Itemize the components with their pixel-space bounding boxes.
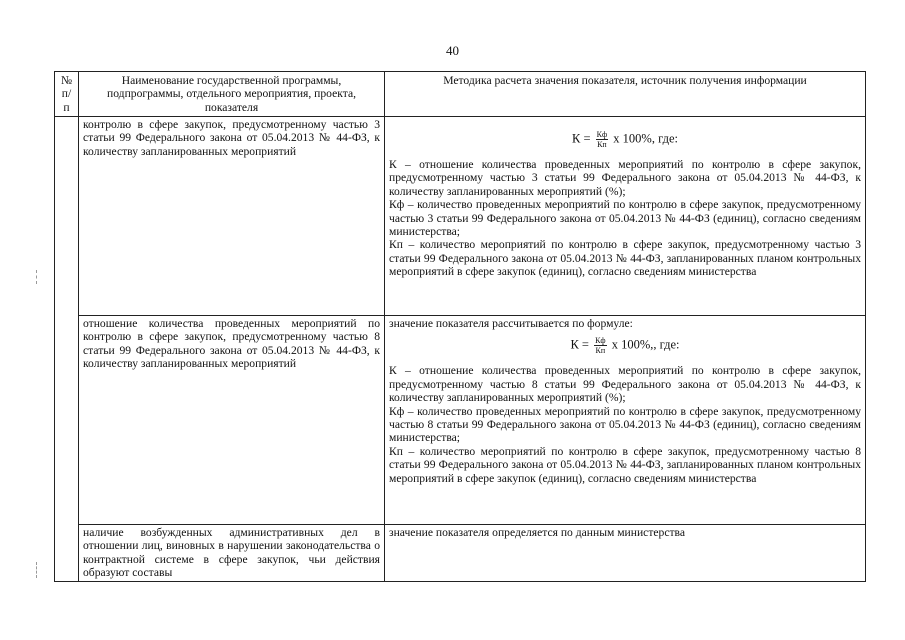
- method-cell: [385, 525, 866, 582]
- indicator-text: наличие возбужденных административных дел в отношении лиц, виновных в нарушении законодательства о контрактной системе в сфере закупок, чьи действия образуют составы: [83, 526, 380, 580]
- margin-mark-top: [36, 270, 39, 284]
- table-row: [55, 117, 866, 316]
- definition-k: К – отношение количества проведенных мероприятий по контролю в сфере закупок, предусмотренному частью 8 статьи 99 Федерального закона от 05.04.2013 № 44-ФЗ, к количеству запланированных мероприятий (%);: [389, 364, 861, 405]
- header-number: № п/п: [55, 72, 79, 117]
- indicator-cell: [79, 117, 385, 316]
- margin-mark-bottom: [36, 562, 39, 578]
- method-intro: значение показателя рассчитывается по формуле:: [389, 317, 633, 330]
- indicator-cell: [79, 316, 385, 525]
- definition-k: К – отношение количества проведенных мероприятий по контролю в сфере закупок, предусмотренному частью 3 статьи 99 Федерального закона от 05.04.2013 № 44-ФЗ, к количеству запланированных мероприятий (%);: [389, 158, 861, 198]
- formula-numerator: Кф: [596, 130, 608, 139]
- indicator-cell: [79, 525, 385, 582]
- header-method: Методика расчета значения показателя, источник получения информации: [385, 72, 866, 117]
- methodology-table: [54, 71, 866, 582]
- formula-denominator: Кп: [595, 346, 606, 356]
- formula: К = $\frac{Кф}{Кп}$ х 100%,, где:: [570, 336, 680, 356]
- formula: К = $\frac{Кф}{Кп}$ х 100%, где:: [572, 130, 678, 149]
- definition-kp: Кп – количество мероприятий по контролю в сфере закупок, предусмотренному частью 8 статьи 99 Федерального закона от 05.04.2013 № 44-ФЗ, запланированных планом контрольных мероприятий в сфере закупок (единиц), согласно сведениям министерства: [389, 444, 861, 485]
- formula-numerator: Кф: [595, 336, 606, 346]
- method-cell: [385, 316, 866, 525]
- table-header-row: [55, 72, 866, 117]
- indicator-text: контролю в сфере закупок, предусмотренному частью 3 статьи 99 Федерального закона от 05.04.2013 № 44-ФЗ, к количеству запланированных мероприятий: [83, 118, 380, 158]
- method-cell: [385, 117, 866, 316]
- table-row: [55, 316, 866, 525]
- method-intro: значение показателя определяется по данным министерства: [389, 526, 686, 539]
- definition-kf: Кф – количество проведенных мероприятий по контролю в сфере закупок, предусмотренному частью 3 статьи 99 Федерального закона от 05.04.2013 № 44-ФЗ (единиц), согласно сведениям министерства;: [389, 198, 861, 239]
- row-number-cell: [55, 117, 79, 582]
- formula-fraction: [596, 130, 609, 149]
- definition-kf: Кф – количество проведенных мероприятий по контролю в сфере закупок, предусмотренному частью 8 статьи 99 Федерального закона от 05.04.2013 № 44-ФЗ (единиц), согласно сведениям министерства;: [389, 404, 861, 445]
- formula-fraction: [594, 336, 607, 355]
- page-number: 40: [446, 43, 459, 58]
- formula-denominator: Кп: [597, 140, 607, 149]
- table-row: [55, 525, 866, 582]
- definition-kp: Кп – количество мероприятий по контролю в сфере закупок, предусмотренному частью 3 статьи 99 Федерального закона от 05.04.2013 № 44-ФЗ, запланированных планом контрольных мероприятий в сфере закупок (единиц), согласно сведениям министерства: [389, 238, 861, 279]
- header-indicator: Наименование государственной программы, подпрограммы, отдельного мероприятия, проекта, показателя: [79, 72, 385, 117]
- indicator-text: отношение количества проведенных мероприятий по контролю в сфере закупок, предусмотренному частью 8 статьи 99 Федерального закона от 05.04.2013 № 44-ФЗ, к количеству запланированных мероприятий: [83, 317, 380, 371]
